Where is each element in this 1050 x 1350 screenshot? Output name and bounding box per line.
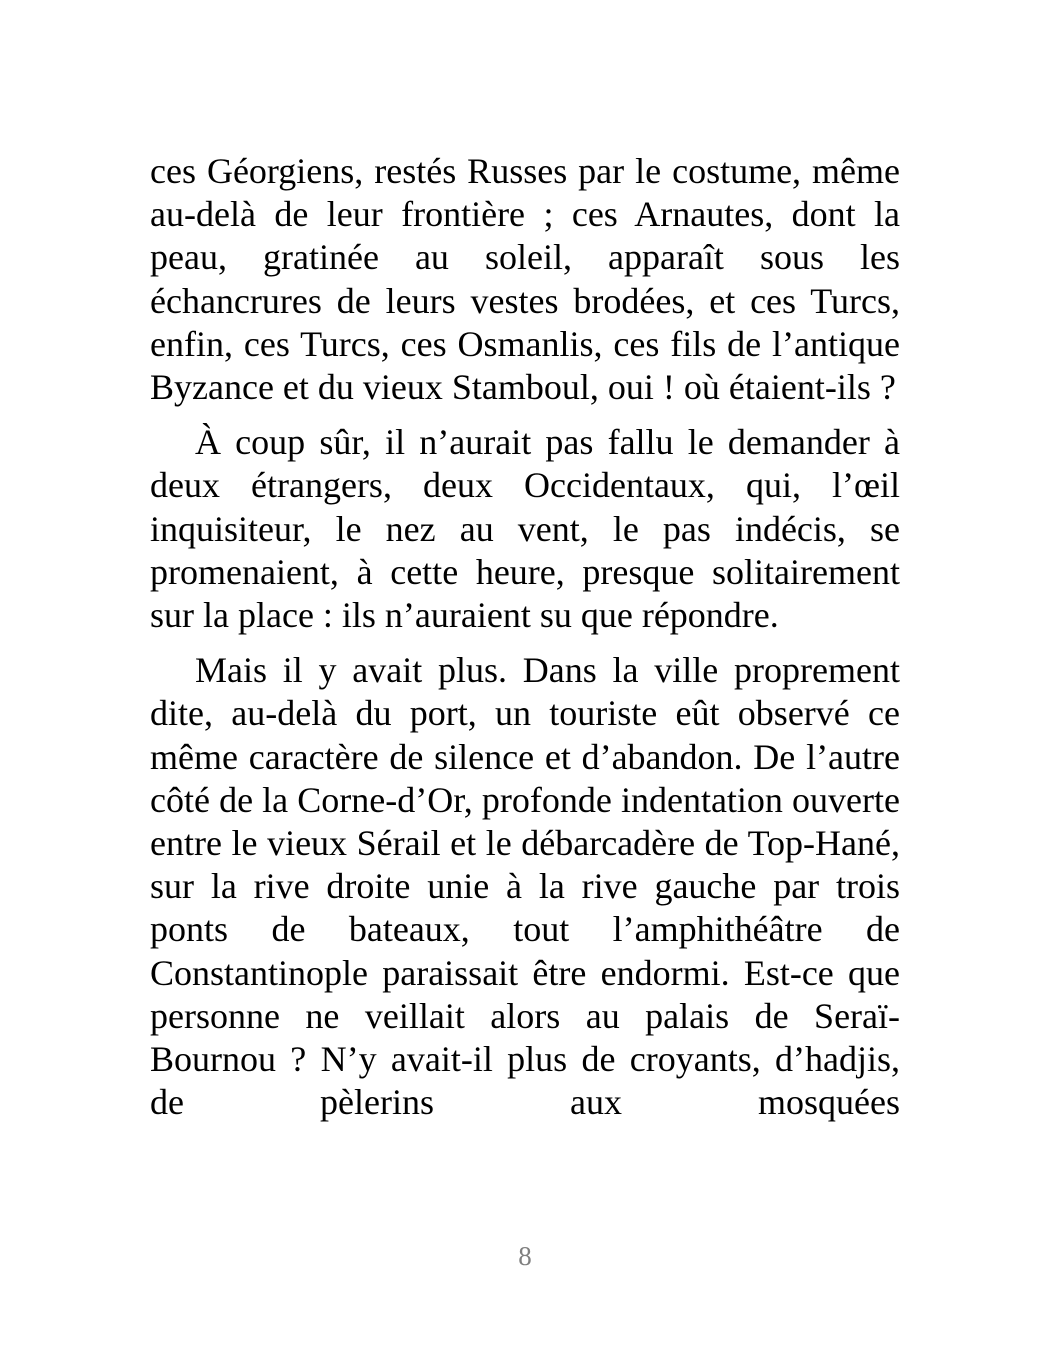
- paragraph-truncated: Mais il y avait plus. Dans la ville proprement dite, au-delà du port, un touriste eût observé ce même caractère de silence et d’abandon. De l’autre côté de la Corne-d’Or, profonde indentation ouverte entre le vieux Sérail et le débarcadère de Top-Hané, sur la rive droite unie à la rive gauche par trois ponts de bateaux, tout l’amphithéâtre de Constantinople paraissait être endormi. Est-ce que personne ne veillait alors au palais de Seraï-Bournou ? N’y avait-il plus de croyants, d’hadjis, de pèlerins aux mosquées: [150, 650, 900, 1123]
- page-number: 8: [518, 1241, 532, 1271]
- paragraph: À coup sûr, il n’aurait pas fallu le demander à deux étrangers, deux Occidentaux, qui, l’œil inquisiteur, le nez au vent, le pas indécis, se promenaient, à cette heure, presque solitairement sur la place : ils n’auraient su que répondre.: [150, 422, 900, 636]
- paragraph-continuation: ces Géorgiens, restés Russes par le costume, même au-delà de leur frontière ; ces Arnautes, dont la peau, gratinée au soleil, apparaît sous les échancrures de leurs vestes brodées, et ces Turcs, enfin, ces Turcs, ces Osmanlis, ces fils de l’antique Byzance et du vieux Stamboul, oui ! où étaient-ils ?: [150, 151, 900, 408]
- body-text: [150, 150, 900, 1124]
